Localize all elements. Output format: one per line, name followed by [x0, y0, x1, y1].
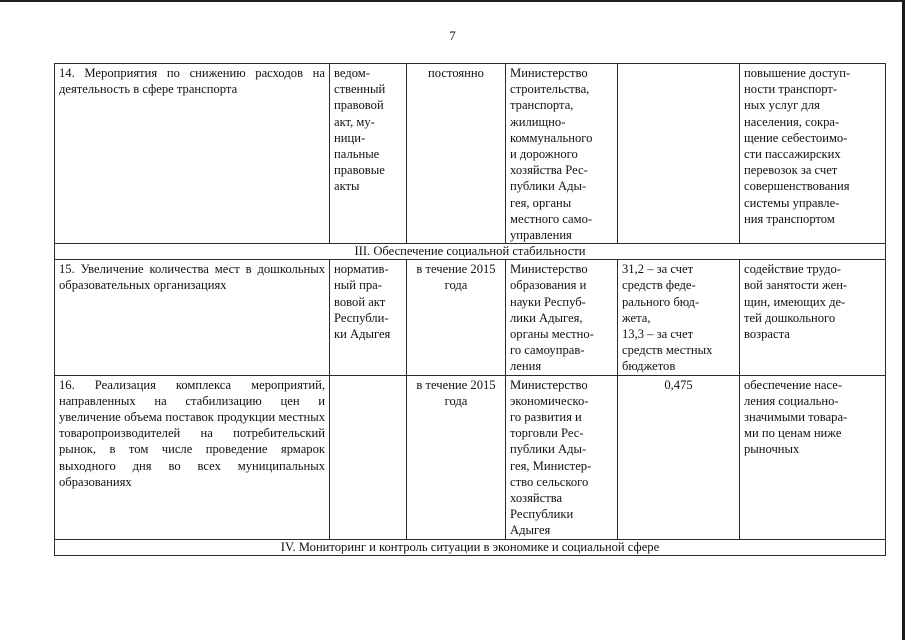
funding-value: 0,475	[664, 377, 693, 392]
measure-cell: 16. Реализация комплекса мероприятий, направленных на стабилизацию цен и увеличение объема поставок продукции местных товаропроизводителей на потребительский рынок, в том числе проведение ярмарок выходного дня во всех муниципальных образованиях	[55, 375, 330, 539]
executors-cell: Министерство строительства, транспорта, жилищно- коммунального и дорожного хозяйства Рес- публики Ады- гея, органы местного само- управления	[506, 64, 618, 244]
table-row	[55, 64, 886, 244]
funding-cell	[618, 64, 740, 244]
measure-cell: 15. Увеличение количества мест в дошкольных образовательных организациях	[55, 260, 330, 375]
scan-edge-top	[0, 0, 905, 2]
measure-cell: 14. Мероприятия по снижению расходов на деятельность в сфере транспорта	[55, 64, 330, 244]
section-header-row	[55, 244, 886, 260]
funding-cell	[618, 375, 740, 539]
section-title: IV. Мониторинг и контроль ситуации в экономике и социальной сфере	[55, 539, 886, 555]
table-row	[55, 260, 886, 375]
executors-cell: Министерство образования и науки Респуб- лики Адыгея, органы местно- го самоуправ- ления	[506, 260, 618, 375]
page-number: 7	[449, 28, 456, 43]
document-cell: норматив- ный пра- вовой акт Республи- ки Адыгея	[330, 260, 407, 375]
deadline-cell: в течение 2015 года	[407, 375, 506, 539]
action-plan-table	[54, 63, 886, 556]
result-cell: содействие трудо- вой занятости жен- щин, имеющих де- тей дошкольного возраста	[740, 260, 886, 375]
table-row	[55, 375, 886, 539]
deadline-cell: постоянно	[407, 64, 506, 244]
result-cell: повышение доступ- ности транспорт- ных услуг для населения, сокра- щение себестоимо- сти пассажирских перевозок за счет совершенствования системы управле- ния транспортом	[740, 64, 886, 244]
deadline-cell: в течение 2015 года	[407, 260, 506, 375]
section-title: III. Обеспечение социальной стабильности	[55, 244, 886, 260]
result-cell: обеспечение насе- ления социально- значимыми товара- ми по ценам ниже рыночных	[740, 375, 886, 539]
funding-cell: 31,2 – за счет средств феде- рального бюд- жета, 13,3 – за счет средств местных бюджетов	[618, 260, 740, 375]
executors-cell: Министерство экономическо- го развития и торговли Рес- публики Ады- гея, Министер- ство сельского хозяйства Республики Адыгея	[506, 375, 618, 539]
section-header-row	[55, 539, 886, 555]
document-cell: ведом- ственный правовой акт, му- ници- пальные правовые акты	[330, 64, 407, 244]
document-cell	[330, 375, 407, 539]
